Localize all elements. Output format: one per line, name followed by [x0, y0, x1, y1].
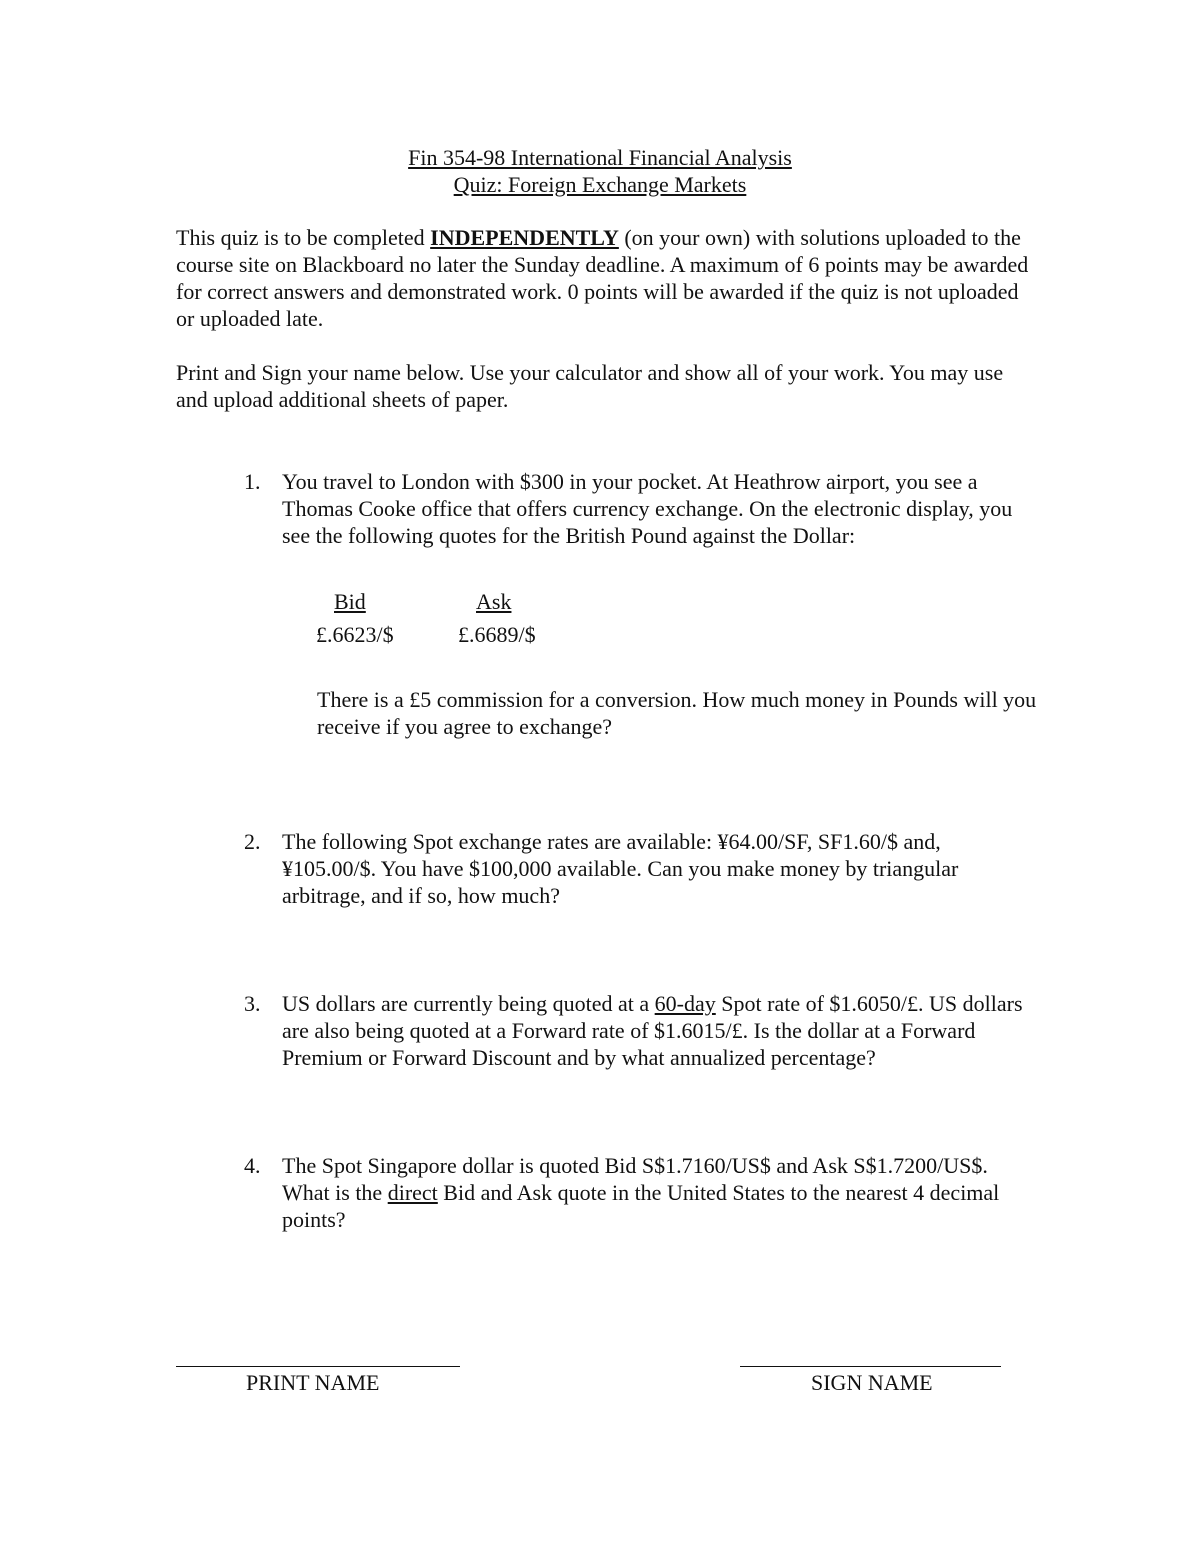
- print-name-line[interactable]: [176, 1366, 460, 1367]
- bid-value: £.6623/$: [316, 622, 394, 647]
- question-text: You travel to London with $300 in your pocket. At Heathrow airport, you see a Thomas Cooke office that offers currency exchange. On the electronic display, you see the following quotes for the British Pound against the Dollar:: [282, 469, 1013, 548]
- instructions-text-start: This quiz is to be completed: [176, 225, 431, 250]
- underlined-term: direct: [387, 1180, 438, 1205]
- question-text-start: US dollars are currently being quoted at a: [282, 991, 655, 1016]
- question-text: [282, 990, 1032, 1071]
- print-sign-instructions: Print and Sign your name below. Use your calculator and show all of your work. You may use and upload additional sheets of paper.: [176, 360, 1004, 412]
- ask-header: Ask: [476, 589, 512, 614]
- bid-header: Bid: [334, 589, 366, 614]
- underlined-term: 60-day: [654, 991, 716, 1016]
- independently-emphasis: INDEPENDENTLY: [430, 225, 619, 250]
- question-text: The following Spot exchange rates are available: ¥64.00/SF, SF1.60/$ and, ¥105.00/$. You have $100,000 available. Can you make money by triangular arbitrage, and if so, how much?: [282, 829, 959, 908]
- instructions-text-end: (on your own) with solutions uploaded to the course site on Blackboard no later the Sunday deadline. A maximum of 6 points may be awarded for correct answers and demonstrated work. 0 points will be awarded if the quiz is not uploaded or uploaded late.: [176, 225, 1029, 331]
- question-number: 3.: [244, 991, 261, 1016]
- question-text-start: The Spot Singapore dollar is quoted Bid S$1.7160/US$ and Ask S$1.7200/US$. What is the: [282, 1153, 988, 1205]
- instructions-paragraph: [176, 224, 1036, 332]
- quiz-title: Quiz: Foreign Exchange Markets: [453, 172, 747, 197]
- question-number: 4.: [244, 1153, 261, 1178]
- print-name-label: PRINT NAME: [246, 1370, 380, 1395]
- ask-value: £.6689/$: [458, 622, 536, 647]
- question-text: [282, 1152, 1032, 1233]
- question-text-end: Spot rate of $1.6050/£. US dollars are also being quoted at a Forward rate of $1.6015/£. Is the dollar at a Forward Premium or Forward Discount and by what annualized percentage?: [282, 991, 1023, 1070]
- question-1-followup: There is a £5 commission for a conversion. How much money in Pounds will you receive if you agree to exchange?: [317, 687, 1037, 739]
- question-number: 1.: [244, 469, 261, 494]
- sign-name-line[interactable]: [740, 1366, 1001, 1367]
- question-number: 2.: [244, 829, 261, 854]
- sign-name-label: SIGN NAME: [811, 1370, 933, 1395]
- question-text-end: Bid and Ask quote in the United States to the nearest 4 decimal points?: [282, 1180, 1000, 1232]
- course-title: Fin 354-98 International Financial Analysis: [408, 145, 792, 170]
